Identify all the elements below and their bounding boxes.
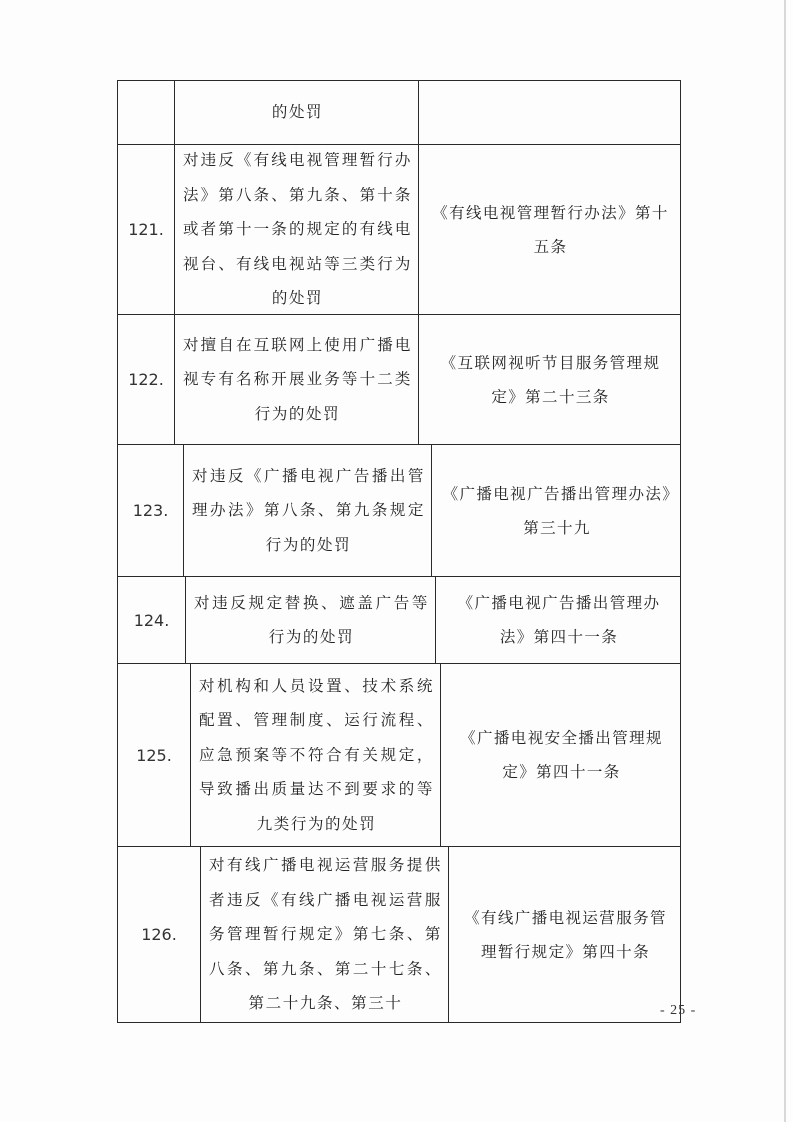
row-description: 对机构和人员设置、技术系统配置、管理制度、运行流程、应急预案等不符合有关规定，导致播出质量达不到要求的等九类行为的处罚 <box>191 664 441 846</box>
row-description: 的处罚 <box>175 81 419 144</box>
table-row <box>118 315 680 445</box>
table-row <box>118 81 680 145</box>
row-legal-basis: 《有线电视管理暂行办法》第十五条 <box>432 203 669 256</box>
row-legal-basis: 《互联网视听节目服务管理规定》第二十三条 <box>440 353 661 406</box>
row-legal-basis: 《广播电视广告播出管理办法》第三十九 <box>442 484 672 537</box>
table-row <box>118 445 680 577</box>
page-number: - 25 - <box>660 1003 697 1018</box>
row-number: 126. <box>118 847 201 1022</box>
row-number: 124. <box>118 577 186 663</box>
row-legal-basis: 《有线广播电视运营服务管理暂行规定》第四十条 <box>464 908 667 961</box>
row-legal-basis: 《广播电视安全播出管理规定》第四十一条 <box>460 729 663 781</box>
scan-edge-line <box>784 0 786 1122</box>
penalty-table <box>117 80 681 1023</box>
table-row <box>118 145 680 315</box>
row-number <box>118 81 175 144</box>
row-legal-basis: 《广播电视广告播出管理办法》第四十一条 <box>457 594 661 646</box>
row-description: 对擅自在互联网上使用广播电视专有名称开展业务等十二类行为的处罚 <box>175 315 419 444</box>
table-row <box>118 664 680 847</box>
row-description: 对违反《广播电视广告播出管理办法》第八条、第九条规定行为的处罚 <box>184 445 432 576</box>
row-number: 125. <box>118 664 191 846</box>
row-description: 对有线广播电视运营服务提供者违反《有线广播电视运营服务管理暂行规定》第七条、第八条、第九条、第二十七条、第二十九条、第三十 <box>201 847 449 1022</box>
table-row <box>118 847 680 1023</box>
table-row <box>118 577 680 664</box>
row-legal-basis <box>419 81 680 144</box>
row-description: 对违反规定替换、遮盖广告等行为的处罚 <box>186 577 436 663</box>
row-number: 122. <box>118 315 175 444</box>
row-number: 121. <box>118 145 175 314</box>
row-number: 123. <box>118 445 184 576</box>
row-description: 对违反《有线电视管理暂行办法》第八条、第九条、第十条或者第十一条的规定的有线电视台、有线电视站等三类行为的处罚 <box>175 145 419 314</box>
